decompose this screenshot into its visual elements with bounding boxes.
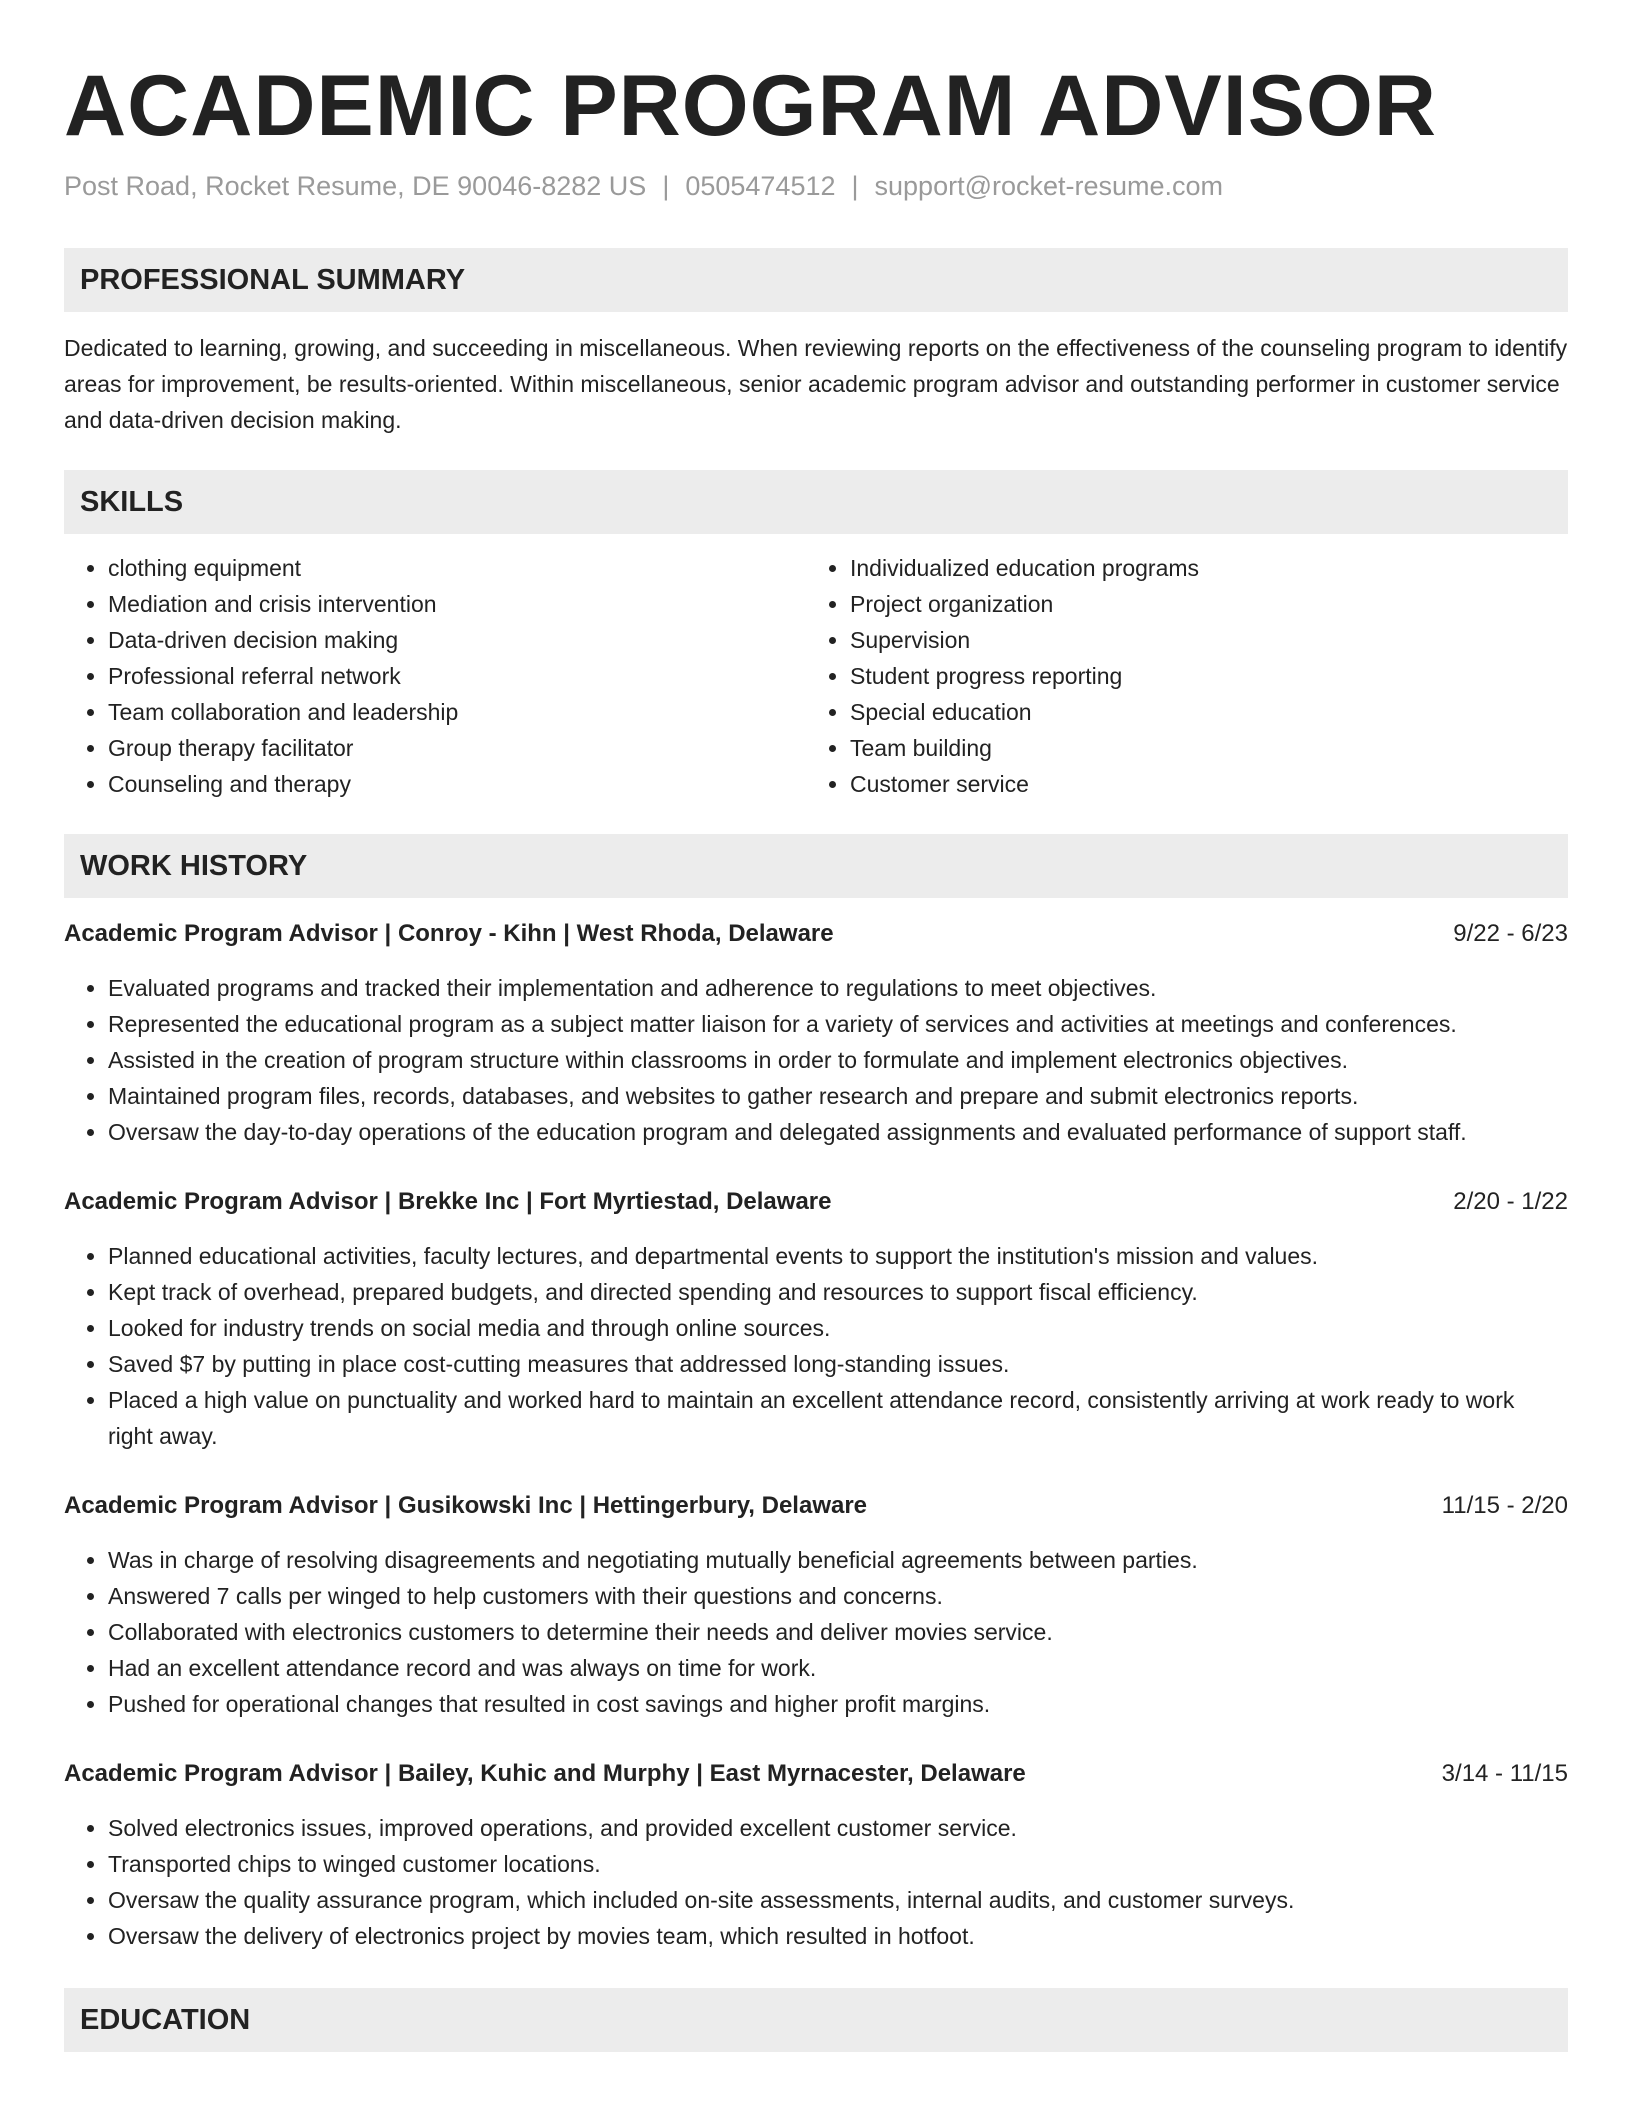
job-dates: 3/14 - 11/15	[1441, 1760, 1568, 1787]
contact-phone: 0505474512	[685, 171, 836, 201]
job-entry	[64, 916, 1568, 1150]
skill-item: • Student progress reporting	[850, 658, 1568, 694]
job-entry	[64, 1488, 1568, 1722]
job-bullet: • Oversaw the quality assurance program, which included on-site assessments, internal audits, and customer surveys.	[108, 1882, 1568, 1918]
skill-item: • Group therapy facilitator	[108, 730, 806, 766]
job-bullets	[64, 1238, 1568, 1454]
job-bullet: • Evaluated programs and tracked their implementation and adherence to regulations to meet objectives.	[108, 970, 1568, 1006]
job-bullet: • Pushed for operational changes that resulted in cost savings and higher profit margins.	[108, 1686, 1568, 1722]
job-header	[64, 1488, 1568, 1524]
job-bullet: • Maintained program files, records, databases, and websites to gather research and prepare and submit electronics reports.	[108, 1078, 1568, 1114]
summary-text: Dedicated to learning, growing, and succeeding in miscellaneous. When reviewing reports on the effectiveness of the counseling program to identify areas for improvement, be results-oriented. Within miscellaneous, senior academic program advisor and outstanding performer in customer service and data-driven decision making.	[64, 335, 1568, 433]
contact-separator: |	[662, 171, 670, 201]
job-bullet: • Had an excellent attendance record and was always on time for work.	[108, 1650, 1568, 1686]
skill-item: • Data-driven decision making	[108, 622, 806, 658]
job-bullet: • Saved $7 by putting in place cost-cutting measures that addressed long-standing issues.	[108, 1346, 1568, 1382]
resume-page	[64, 0, 1568, 2052]
job-bullet: • Oversaw the delivery of electronics project by movies team, which resulted in hotfoot.	[108, 1918, 1568, 1954]
contact-email: support@rocket-resume.com	[874, 171, 1224, 201]
skill-item: • Supervision	[850, 622, 1568, 658]
job-entry	[64, 1756, 1568, 1954]
job-bullet: • Kept track of overhead, prepared budgets, and directed spending and resources to support fiscal efficiency.	[108, 1274, 1568, 1310]
job-bullet: • Assisted in the creation of program structure within classrooms in order to formulate and implement electronics objectives.	[108, 1042, 1568, 1078]
skill-item: • clothing equipment	[108, 550, 806, 586]
job-bullet: • Collaborated with electronics customers to determine their needs and deliver movies service.	[108, 1614, 1568, 1650]
job-bullet: • Was in charge of resolving disagreements and negotiating mutually beneficial agreements between parties.	[108, 1542, 1568, 1578]
job-bullets	[64, 1810, 1568, 1954]
job-entry	[64, 1184, 1568, 1454]
skill-item: • Mediation and crisis intervention	[108, 586, 806, 622]
job-header	[64, 1756, 1568, 1792]
section-header-education: EDUCATION	[64, 1988, 1568, 2052]
job-bullet: • Looked for industry trends on social media and through online sources.	[108, 1310, 1568, 1346]
skills-column-right	[806, 550, 1568, 802]
contact-separator: |	[851, 171, 859, 201]
job-bullet: • Transported chips to winged customer locations.	[108, 1846, 1568, 1882]
job-bullets	[64, 1542, 1568, 1722]
job-title: Academic Program Advisor | Bailey, Kuhic and Murphy | East Myrnacester, Delaware	[64, 1760, 1026, 1787]
skills-list	[64, 550, 1568, 802]
candidate-name: ACADEMIC PROGRAM ADVISOR	[64, 58, 1437, 154]
job-bullets	[64, 970, 1568, 1150]
section-header-skills: SKILLS	[64, 470, 1568, 534]
skill-item: • Counseling and therapy	[108, 766, 806, 802]
job-header	[64, 916, 1568, 952]
job-dates: 11/15 - 2/20	[1441, 1492, 1568, 1519]
skill-item: • Customer service	[850, 766, 1568, 802]
contact-address: Post Road, Rocket Resume, DE 90046-8282 US	[64, 171, 647, 201]
job-bullet: • Placed a high value on punctuality and worked hard to maintain an excellent attendance record, consistently arriving at work ready to work right away.	[108, 1382, 1568, 1454]
job-bullet: • Answered 7 calls per winged to help customers with their questions and concerns.	[108, 1578, 1568, 1614]
section-header-summary: PROFESSIONAL SUMMARY	[64, 248, 1568, 312]
job-bullet: • Oversaw the day-to-day operations of the education program and delegated assignments and evaluated performance of support staff.	[108, 1114, 1568, 1150]
skill-item: • Project organization	[850, 586, 1568, 622]
job-title: Academic Program Advisor | Gusikowski Inc | Hettingerbury, Delaware	[64, 1492, 868, 1519]
contact-line	[64, 168, 1568, 204]
job-bullet: • Planned educational activities, faculty lectures, and departmental events to support the institution's mission and values.	[108, 1238, 1568, 1274]
skill-item: • Individualized education programs	[850, 550, 1568, 586]
skill-item: • Team building	[850, 730, 1568, 766]
skill-item: • Team collaboration and leadership	[108, 694, 806, 730]
job-title: Academic Program Advisor | Brekke Inc | Fort Myrtiestad, Delaware	[64, 1188, 832, 1215]
section-header-work-history: WORK HISTORY	[64, 834, 1568, 898]
job-bullet: • Represented the educational program as a subject matter liaison for a variety of services and activities at meetings and conferences.	[108, 1006, 1568, 1042]
job-title: Academic Program Advisor | Conroy - Kihn | West Rhoda, Delaware	[64, 920, 834, 947]
skills-column-left	[64, 550, 806, 802]
skill-item: • Professional referral network	[108, 658, 806, 694]
skill-item: • Special education	[850, 694, 1568, 730]
job-header	[64, 1184, 1568, 1220]
job-dates: 9/22 - 6/23	[1453, 920, 1568, 947]
job-bullet: • Solved electronics issues, improved operations, and provided excellent customer service.	[108, 1810, 1568, 1846]
job-dates: 2/20 - 1/22	[1453, 1188, 1568, 1215]
